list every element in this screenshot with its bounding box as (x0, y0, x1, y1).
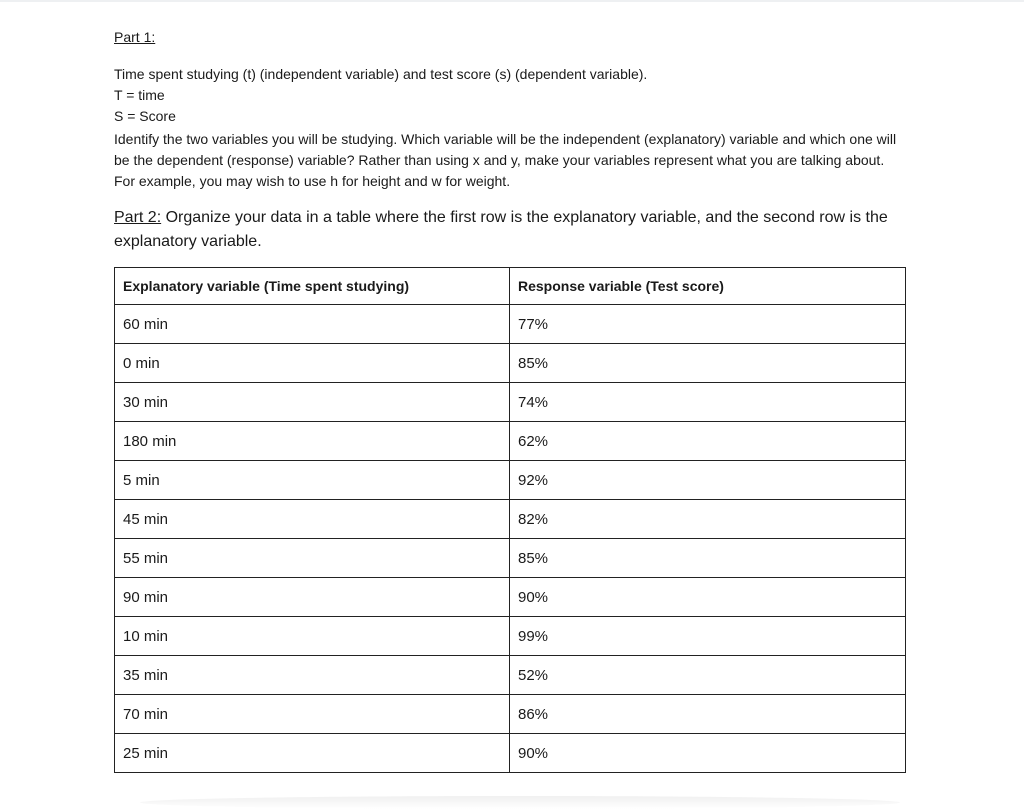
time-cell: 0 min (115, 344, 510, 383)
time-cell: 180 min (115, 422, 510, 461)
time-definition: T = time (114, 87, 165, 103)
time-cell: 90 min (115, 578, 510, 617)
score-cell: 52% (510, 656, 906, 695)
part2-heading: Part 2: (114, 209, 162, 226)
table-row (115, 578, 906, 617)
score-cell: 74% (510, 383, 906, 422)
time-cell: 45 min (115, 500, 510, 539)
score-cell: 99% (510, 617, 906, 656)
table-row (115, 344, 906, 383)
table-row (115, 734, 906, 773)
score-cell: 92% (510, 461, 906, 500)
table-row (115, 461, 906, 500)
table-row (115, 422, 906, 461)
score-cell: 62% (510, 422, 906, 461)
variables-statement: Time spent studying (t) (independent variable) and test score (s) (dependent variable). (114, 66, 648, 82)
score-cell: 85% (510, 344, 906, 383)
score-cell: 86% (510, 695, 906, 734)
table-row (115, 695, 906, 734)
time-cell: 5 min (115, 461, 510, 500)
score-cell: 90% (510, 734, 906, 773)
table-row (115, 617, 906, 656)
part2-instructions (114, 206, 904, 254)
part2-text: Organize your data in a table where the first row is the explanatory variable, and the second row is the explanatory variable. (114, 209, 888, 250)
score-cell: 90% (510, 578, 906, 617)
instructions-paragraph: Identify the two variables you will be studying. Which variable will be the independent (explanatory) variable and which one will be the dependent (response) variable? Rather than using x and y, make your variables represent what you are talking about. For example, you may wish to use h for height and w for weight. (114, 131, 897, 189)
table-row (115, 383, 906, 422)
table-row (115, 539, 906, 578)
score-cell: 77% (510, 305, 906, 344)
time-cell: 55 min (115, 539, 510, 578)
score-cell: 82% (510, 500, 906, 539)
time-cell: 35 min (115, 656, 510, 695)
time-cell: 25 min (115, 734, 510, 773)
table-header-row (115, 268, 906, 305)
time-cell: 30 min (115, 383, 510, 422)
time-cell: 10 min (115, 617, 510, 656)
time-cell: 70 min (115, 695, 510, 734)
score-cell: 85% (510, 539, 906, 578)
column-header-response: Response variable (Test score) (510, 268, 906, 305)
column-header-explanatory: Explanatory variable (Time spent studying) (115, 268, 510, 305)
table-row (115, 500, 906, 539)
time-cell: 60 min (115, 305, 510, 344)
page-top-edge (0, 0, 1024, 2)
data-table (114, 267, 906, 773)
table-row (115, 656, 906, 695)
page-bottom-shadow (140, 796, 900, 809)
table-row (115, 305, 906, 344)
score-definition: S = Score (114, 108, 176, 124)
part1-heading: Part 1: (114, 29, 156, 45)
